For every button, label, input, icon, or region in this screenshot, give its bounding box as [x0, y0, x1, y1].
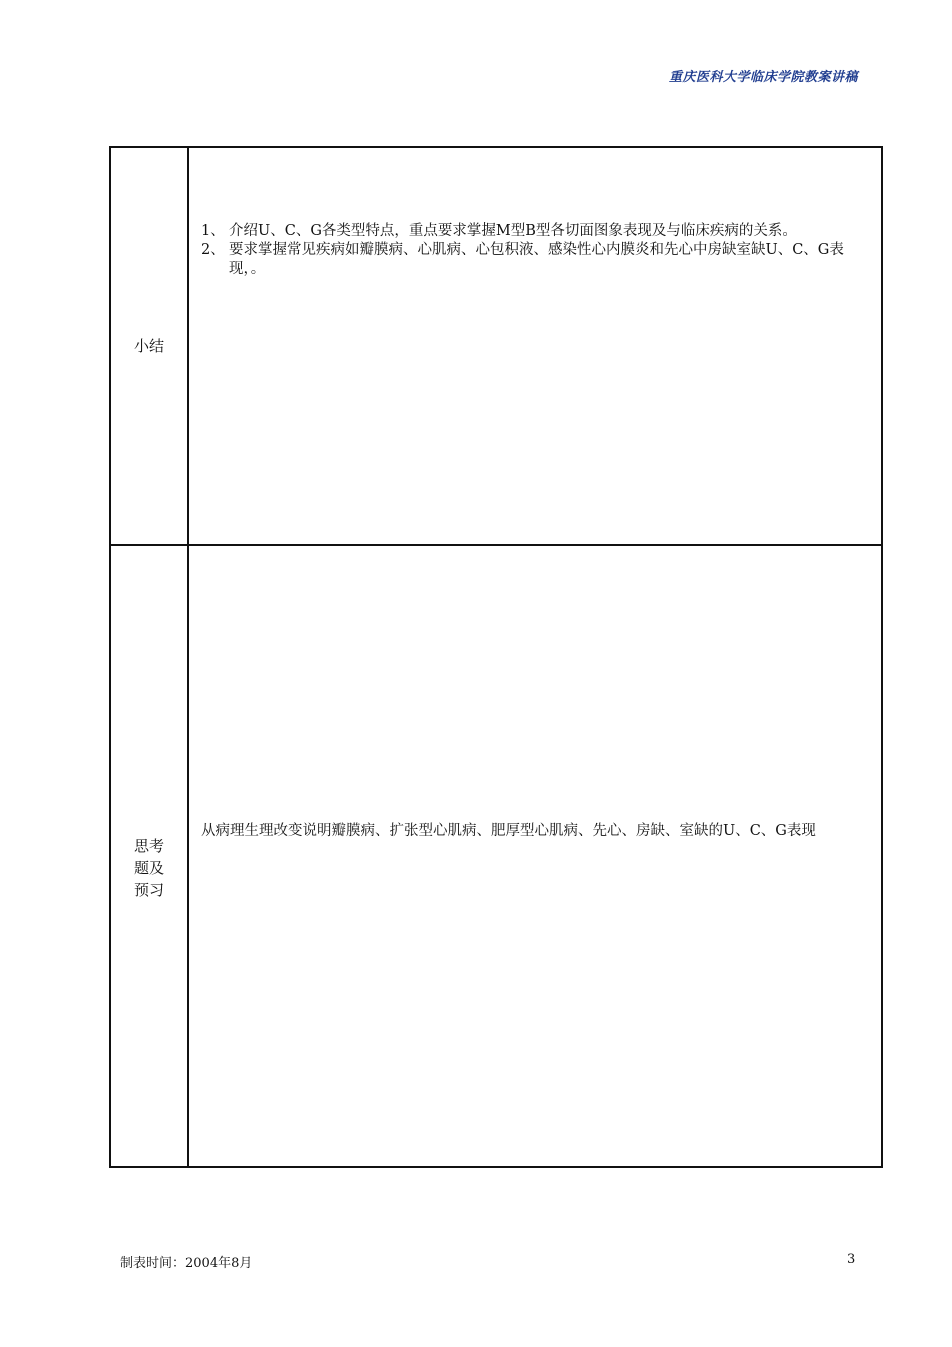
lesson-plan-table: [109, 146, 883, 1168]
page-number: 3: [847, 1252, 856, 1267]
summary-label: 小结: [110, 147, 188, 545]
summary-item: [201, 222, 873, 241]
summary-row: [110, 147, 882, 545]
questions-label-text: 思考题及预习: [133, 837, 164, 899]
summary-content: [188, 147, 882, 545]
summary-item: [201, 241, 873, 279]
document-header: 重庆医科大学临床学院教案讲稿: [668, 70, 858, 85]
questions-text: 从病理生理改变说明瓣膜病、扩张型心肌病、肥厚型心肌病、先心、房缺、室缺的U、C、G表现: [201, 822, 816, 839]
footer-date: 制表时间：2004年8月: [120, 1256, 253, 1271]
questions-content: [188, 545, 882, 1167]
summary-item-text: 要求掌握常见疾病如瓣膜病、心肌病、心包积液、感染性心内膜炎和先心中房缺室缺U、C、G表现，。: [229, 241, 844, 277]
questions-label: [110, 545, 188, 1167]
summary-item-number: 1、: [201, 222, 225, 239]
summary-item-text: 介绍U、C、G各类型特点，重点要求掌握M型B型各切面图象表现及与临床疾病的关系。: [229, 222, 797, 239]
summary-item-number: 2、: [201, 241, 225, 258]
questions-row: [110, 545, 882, 1167]
summary-list: [189, 222, 881, 279]
